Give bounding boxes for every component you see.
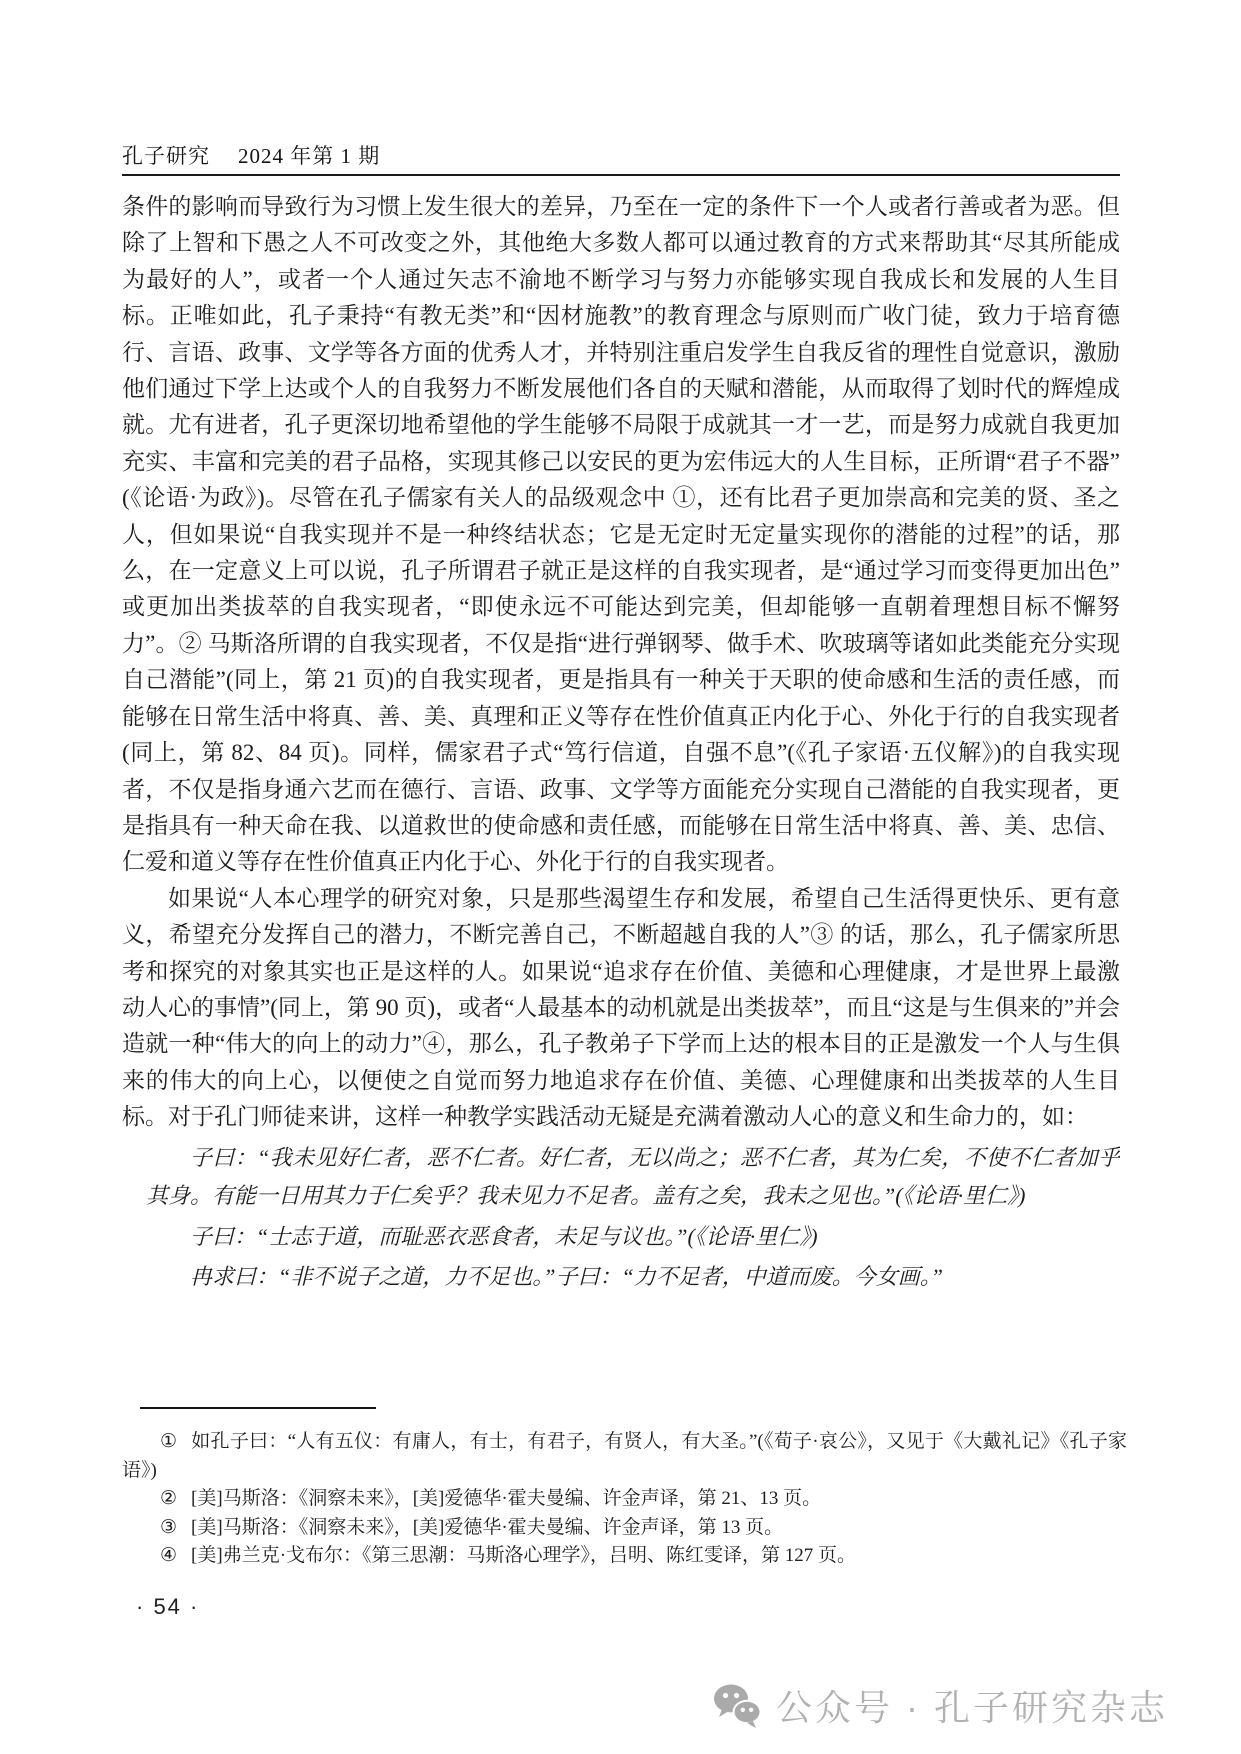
footnote-marker: ④ (160, 1545, 178, 1567)
running-head (122, 140, 1120, 170)
quote-analects-1: 子曰：“我未见好仁者，恶不仁者。好仁者，无以尚之；恶不仁者，其为仁矣，不使不仁者加乎其身。有能一日用其力于仁矣乎？我未见力不足者。盖有之矣，我未之见也。”(《论语·里仁》) (146, 1144, 1120, 1209)
footnote-text: [美]马斯洛：《洞察未来》，[美]爱德华·霍夫曼编、许金声译，第 21、13 页。 (191, 1488, 822, 1510)
quote-analects-2: 子曰：“士志于道，而耻恶衣恶食者，未足与议也。”(《论语·里仁》) (190, 1223, 818, 1249)
footnote-marker: ① (160, 1431, 178, 1452)
footnote-separator-rule (140, 1407, 376, 1409)
footnotes (122, 1428, 1127, 1571)
footnote-text: [美]马斯洛：《洞察未来》，[美]爱德华·霍夫曼编、许金声译，第 13 页。 (191, 1516, 784, 1538)
body-paragraph: 条件的影响而导致行为习惯上发生很大的差异，乃至在一定的条件下一个人或者行善或者为恶。但除了上智和下愚之人不可改变之外，其他绝大多数人都可以通过教育的方式来帮助其“尽其所能成为最好的人”，或者一个人通过矢志不渝地不断学习与努力亦能够实现自我成长和发展的人生目标。正唯如此，孔子秉持“有教无类”和“因材施教”的教育理念与原则而广收门徒，致力于培育德行、言语、政事、文学等各方面的优秀人才，并特别注重启发学生自我反省的理性自觉意识，激励他们通过下学上达或个人的自我努力不断发展他们各自的天赋和潜能，从而取得了划时代的辉煌成就。尤有进者，孔子更深切地希望他的学生能够不局限于成就其一才一艺，而是努力成就自我更加充实、丰富和完美的君子品格，实现其修己以安民的更为宏伟远大的人生目标，正所谓“君子不器”(《论语·为政》)。尽管在孔子儒家有关人的品级观念中 ①，还有比君子更加崇高和完美的贤、圣之人，但如果说“自我实现并不是一种终结状态；它是无定时无定量实现你的潜能的过程”的话，那么，在一定意义上可以说，孔子所谓君子就正是这样的自我实现者，是“通过学习而变得更加出色”或更加出类拔萃的自我实现者，“即使永远不可能达到完美，但却能够一直朝着理想目标不懈努力”。② 马斯洛所谓的自我实现者，不仅是指“进行弹钢琴、做手术、吹玻璃等诸如此类能充分实现自己潜能”(同上，第 21 页)的自我实现者，更是指具有一种关于天职的使命感和生活的责任感，而能够在日常生活中将真、善、美、真理和正义等存在性价值真正内化于心、外化于行的自我实现者(同上，第 82、84 页)。同样，儒家君子式“笃行信道，自强不息”(《孔子家语·五仪解》)的自我实现者，不仅是指身通六艺而在德行、言语、政事、文学等方面能充分实现自己潜能的自我实现者，更是指具有一种天命在我、以道救世的使命感和责任感，而能够在日常生活中将真、善、美、忠信、仁爱和道义等存在性价值真正内化于心、外化于行的自我实现者。 (122, 194, 1120, 875)
block-quotes (146, 1139, 1120, 1297)
journal-issue: 2024 年第 1 期 (238, 144, 381, 168)
wechat-watermark (712, 1680, 1168, 1731)
wechat-icon (712, 1683, 762, 1729)
article-body (122, 189, 1120, 1405)
watermark-text: 公众号 · 孔子研究杂志 (776, 1687, 1168, 1728)
journal-title: 孔子研究 (122, 144, 210, 168)
page-number: · 54 · (136, 1594, 200, 1619)
footnote-item (122, 1428, 1127, 1485)
footnote-marker: ② (160, 1488, 178, 1510)
footnote-item (122, 1542, 1127, 1571)
footnote-marker: ③ (160, 1516, 178, 1538)
footnote-item (122, 1485, 1127, 1514)
body-paragraph: 如果说“人本心理学的研究对象，只是那些渴望生存和发展，希望自己生活得更快乐、更有意义，希望充分发挥自己的潜力，不断完善自己，不断超越自我的人”③ 的话，那么，孔子儒家所思考和探究的对象其实也正是这样的人。如果说“追求存在价值、美德和心理健康，才是世界上最激动人心的事情”(同上，第 90 页)，或者“人最基本的动机就是出类拔萃”，而且“这是与生俱来的”并会造就一种“伟大的向上的动力”④，那么，孔子教弟子下学而上达的根本目的正是激发一个人与生俱来的伟大的向上心，以便使之自觉而努力地追求存在价值、美德、心理健康和出类拔萃的人生目标。对于孔门师徒来讲，这样一种教学实践活动无疑是充满着激动人心的意义和生命力的，如： (122, 885, 1120, 1130)
footnote-text: [美]弗兰克·戈布尔：《第三思潮：马斯洛心理学》，吕明、陈红雯译，第 127 页。 (191, 1545, 857, 1567)
header-rule (122, 174, 1120, 176)
footnote-item (122, 1514, 1127, 1543)
footnote-text: 如孔子曰：“人有五仪：有庸人，有士，有君子，有贤人，有大圣。”(《荀子·哀公》，又见于《大戴礼记》《孔子家语》) (122, 1431, 1127, 1481)
quote-analects-3: 冉求曰：“非不说子之道，力不足也。”子曰：“力不足者，中道而废。今女画。” (190, 1264, 943, 1290)
